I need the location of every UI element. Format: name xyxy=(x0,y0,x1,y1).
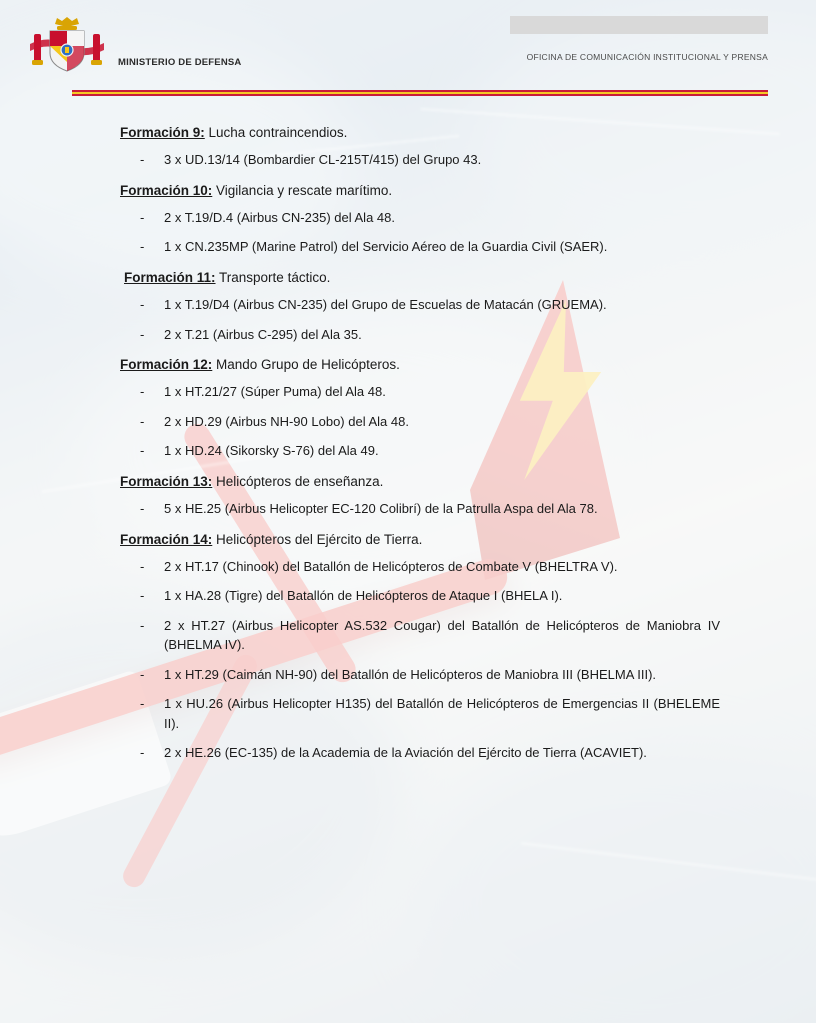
formation-description: Mando Grupo de Helicópteros. xyxy=(212,357,400,373)
ministry-branding xyxy=(24,14,242,74)
list-item: - 1 x CN.235MP (Marine Patrol) del Servicio Aéreo de la Guardia Civil (SAER). xyxy=(60,237,756,257)
list-item: - 1 x HT.29 (Caimán NH-90) del Batallón de Helicópteros de Maniobra III (BHELMA III). xyxy=(60,665,756,685)
office-name: OFICINA DE COMUNICACIÓN INSTITUCIONAL Y PRENSA xyxy=(526,52,768,62)
list-item: - 5 x HE.25 (Airbus Helicopter EC-120 Colibrí) de la Patrulla Aspa del Ala 78. xyxy=(60,499,756,519)
ministry-name: MINISTERIO DE DEFENSA xyxy=(118,57,242,68)
formation-block xyxy=(60,269,756,344)
formation-label: Formación 13: xyxy=(120,473,213,489)
document-body xyxy=(0,100,816,763)
formation-description: Transporte táctico. xyxy=(215,269,331,285)
formation-block xyxy=(60,182,756,257)
formation-item-list xyxy=(60,150,756,170)
formation-description: Vigilancia y rescate marítimo. xyxy=(212,182,393,198)
formation-heading xyxy=(124,269,756,287)
list-item: - 2 x HT.17 (Chinook) del Batallón de Helicópteros de Combate V (BHELTRA V). xyxy=(60,557,756,577)
formation-label: Formación 11: xyxy=(124,269,216,285)
list-item: - 2 x T.21 (Airbus C-295) del Ala 35. xyxy=(60,325,756,345)
formation-label: Formación 12: xyxy=(120,357,213,373)
redacted-logo-bar xyxy=(510,16,768,34)
formation-item-list xyxy=(60,295,756,344)
list-item: - 2 x T.19/D.4 (Airbus CN-235) del Ala 48. xyxy=(60,208,756,228)
list-item: - 2 x HD.29 (Airbus NH-90 Lobo) del Ala 48. xyxy=(60,412,756,432)
list-item: - 1 x HU.26 (Airbus Helicopter H135) del Batallón de Helicópteros de Emergencias II (BHELEME II). xyxy=(60,694,756,733)
list-item: - 2 x HT.27 (Airbus Helicopter AS.532 Cougar) del Batallón de Helicópteros de Maniobra IV (BHELMA IV). xyxy=(60,616,756,655)
formation-block xyxy=(60,356,756,461)
formation-item-list xyxy=(60,557,756,763)
spanish-flag-rule xyxy=(72,90,768,96)
formation-description: Helicópteros de enseñanza. xyxy=(212,473,384,489)
formation-heading xyxy=(120,531,756,549)
formation-label: Formación 9: xyxy=(120,125,205,140)
spain-coat-of-arms-icon xyxy=(24,14,110,74)
list-item: - 1 x HT.21/27 (Súper Puma) del Ala 48. xyxy=(60,382,756,402)
formation-block xyxy=(60,473,756,519)
formation-description: Helicópteros del Ejército de Tierra. xyxy=(212,531,423,547)
formation-item-list xyxy=(60,382,756,461)
formation-label: Formación 14: xyxy=(120,531,213,547)
list-item: - 2 x HE.26 (EC-135) de la Academia de la Aviación del Ejército de Tierra (ACAVIET). xyxy=(60,743,756,763)
formation-heading xyxy=(120,356,756,374)
formation-block xyxy=(60,124,756,170)
formation-label: Formación 10: xyxy=(120,182,213,198)
list-item: - 1 x HA.28 (Tigre) del Batallón de Helicópteros de Ataque I (BHELA I). xyxy=(60,586,756,606)
list-item: - 3 x UD.13/14 (Bombardier CL-215T/415) del Grupo 43. xyxy=(60,150,756,170)
office-branding xyxy=(510,16,768,62)
formation-block xyxy=(60,531,756,763)
list-item: - 1 x HD.24 (Sikorsky S-76) del Ala 49. xyxy=(60,441,756,461)
formation-heading xyxy=(120,473,756,491)
list-item: - 1 x T.19/D4 (Airbus CN-235) del Grupo de Escuelas de Matacán (GRUEMA). xyxy=(60,295,756,315)
formation-heading xyxy=(120,124,756,142)
document-header xyxy=(0,0,816,100)
formation-item-list xyxy=(60,499,756,519)
formation-description: Lucha contraincendios. xyxy=(204,125,348,140)
formation-item-list xyxy=(60,208,756,257)
formation-heading xyxy=(120,182,756,200)
